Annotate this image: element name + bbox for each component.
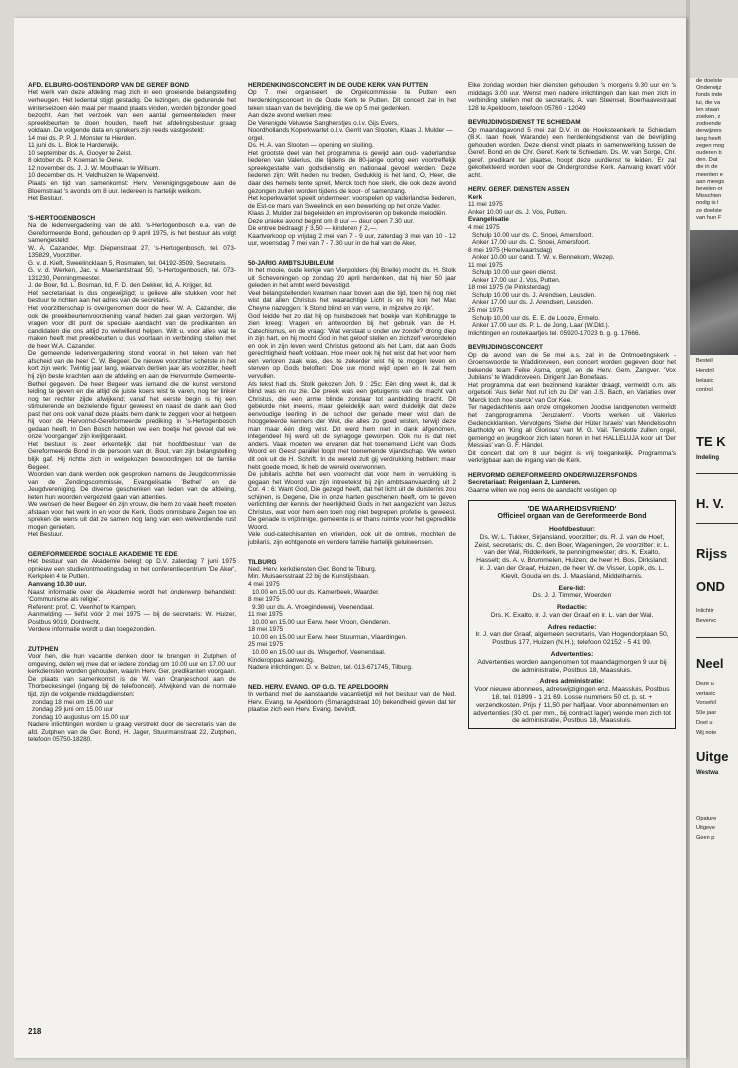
service-line: Ned. Herv. kerkdiensten Ger. Bond te Tilburg.	[248, 565, 377, 573]
body-text: De gemeende ledenvergadering stond vooral in het teken van het afscheid van de heer C. W. Begeer. De nieuwe voorzitter schetste in het kort zijn werk: Twintig jaar lang, waarvan dertien jaar als voorzitter, heeft hij zijn beste krachten aan de afdeling en aan de Hervormde Gemeente-Bethel gegeven. De heer Begeer was iemand die de kunst verstond leiding te geven en die altijd de juiste koers wist te varen, nog ter linker nog ter rechter zijde afwijkend; vanaf het eerste begin is hij een stimulerende en bezielende figuur geweest en naast de dank aan God past het ons ook vanaf deze plaats hem dank te zeggen voor al hetgeen hij voor de Hervormd-Gereformeerde prediking in 's-Hertogenbosch gedaan heeft. In Den Bosch hebben we een boetje het gevoel dat we onze 'voorganger' zijn kwijtgeraakt.	[28, 350, 236, 441]
next-page-line: zodoende	[696, 121, 721, 128]
service-line: Inlichtingen en routekaartjes tel. 05920-17023 b. g. g. 17666.	[468, 329, 641, 337]
body-text: God leidde het zo dat hij op huisbezoek het boekje van Kohlbrugge te zien kreeg: Vragen en antwoorden bij het gebruik van de H. Catechismus, en de vraag: 'Wat verstaat u onder uw zonde? drong diep in zijn hart, en hij mocht God in het geloof stellen en zichzelf veroordelen en ook in zijn leven werd Christus getoond als het Lam, dat aan Gods gerechtigheid heeft voldaan. Hoe meer ook hij het wist dat het voor hem een verloren zaak was, des te zekerder wist hij te mogen leven en sterven op Gods beloften: Doe uw mond wijd open en Ik zal hem vervullen.	[248, 312, 456, 380]
next-page-line: van hun F	[696, 214, 722, 221]
box-text: Advertenties worden aangenomen tot maandagmorgen 9 uur bij de administratie, Postbus 18, Maassluis.	[477, 658, 667, 674]
ad-heading: OND	[696, 579, 725, 595]
body-text: Referent: prof. C. Veenhof te Kampen.	[28, 603, 137, 611]
body-text: Op 7 mei organiseert de Orgelcommissie te Putten een herdenkingsconcert in de Oude Kerk te Putten. Dit concert zal in het teken staan van de bevrijding, die we op 5 mei gedenken.	[248, 89, 456, 112]
column-3	[468, 82, 676, 729]
ad-text: Westwa	[696, 769, 719, 776]
ad-text: Bevervc	[696, 618, 717, 625]
service-line: 10.00 en 15.00 uur Eerw. heer Stuurman, Vlaardingen.	[252, 633, 407, 641]
ad-heading: TE K	[696, 434, 726, 450]
ad-text: Opature	[696, 815, 717, 822]
box-text: Ds. W. L. Tukker, Sirjansland, voorzitter; ds. R. J. van de Hoef, Zeist, secretaris; ds. C. den Boer, Wageningen, 2e voorzitter; ir. L. van der Wal, Ridderkerk, te penningmeester; drs. K. Exalto, Hasselt; ds. A. v. Brummelen, Huizen; de heer H. Bos, Dirksland; ir. J. van der Graaf, Huizen, de heer W. de Visser, Lopik, ds. L. Kievit, Gouda en ds. J. Maasland, Middelharnis.	[474, 533, 670, 580]
section-heading: HERVORMD GEREFORMEERD ONDERWIJZERSFONDS	[468, 471, 638, 479]
section-schiedam	[468, 119, 676, 179]
page-number: 218	[28, 1027, 42, 1036]
body-text: We wensen de heer Begeer én zijn vrouw, die hem zo vaak heeft moeten afstaan voor het werk in en voor de Kerk, Gods onmisbare Zegen toe en spreken de wens uit dat ze samen nog lang van een welverdiende rust mogen genieten.	[28, 501, 236, 531]
section-apeldoorn	[248, 684, 456, 714]
ad-heading: Rijss	[696, 546, 728, 562]
photo-caption: control	[696, 387, 713, 394]
ad-text: Geen p	[696, 835, 715, 842]
participant-line: Ds. H. A. van Slooten — opening en sluiting.	[248, 142, 374, 150]
service-line: 9.30 uur ds. A. Vroegindeweij, Veenendaal.	[252, 603, 374, 611]
body-text: Kaartverkoop op vrijdag 2 mei van 7 - 9 uur, zaterdag 3 mei van 10 - 12 uur, woensdag 7 mei van 7 - 7.30 uur in de hal van de Aker.	[248, 232, 456, 248]
section-heading: TILBURG	[248, 558, 277, 566]
box-text: Ir. J. van der Graaf, algemeen secretaris, Van Hogendorplaan 50, Postbus 177, Huizen (N.H.), telefoon 02152 - 5 41 99.	[475, 631, 669, 647]
box-text: Ds. J. J. Timmer, Woerden	[532, 592, 612, 600]
participant-line: De Verenigde Veluwse Sangherstjes o.l.v. Gijs Evers,	[248, 119, 399, 127]
ad-text: Uitgeve	[696, 825, 715, 832]
section-heading: AFD. ELBURG-OOSTENDORP VAN DE GEREF BOND	[28, 82, 189, 89]
next-page-line: die in de	[696, 164, 718, 171]
body-text: Veel belangstellenden kwamen naar boven aan die tijd, toen hij nog niet wist dat allen Christus het waarachtige Licht is en hij kon het Mac Cheyne nazeggen: 'k Stond blind en van verre, in mijzelve zo rijk'.	[248, 289, 456, 313]
photo-caption: belasic	[696, 377, 714, 384]
date-line: 12 november ds. J. J. W. Mouthaan te Wilsum.	[28, 164, 161, 172]
divider	[696, 637, 738, 638]
body-text: Gaarne willen we nog eens de aandacht vestigen op	[468, 486, 617, 494]
signature: Het Bestuur.	[28, 195, 64, 203]
service-line: Nadere inlichtingen: D. v. Belzen, tel. 013-671745, Tilburg.	[248, 664, 413, 672]
ad-heading: Neel	[696, 655, 724, 671]
service-line: Anker 17.00 uur ds. C. Snoei, Amersfoort.	[472, 239, 591, 247]
newspaper-page	[14, 18, 686, 1058]
next-page-line: de doelste	[696, 78, 723, 84]
section-heading: BEVRIJDINGSCONCERT	[468, 344, 543, 352]
column-2	[248, 82, 456, 714]
member-line: G. v. d. Werken, Jac. v. Maerlantstraat 50, 's-Hertogenbosch, tel. 073-131230, Penningmeester.	[28, 267, 236, 282]
body-text: Het bestuur is zeer erkentelijk dat het hoofdbestuur van de Gereformeerde Bond in de persoon van dr. Bout, van zijn belangstelling blijk gaf. Hij richtte zich in welgekozen bewoordingen tot de familie Begeer.	[28, 440, 236, 471]
subheading: Kerk	[468, 193, 483, 201]
box-heading: Adres redactie:	[547, 623, 597, 631]
box-text: Voor nieuwe abonnees, adreswijzigingen enz. Maassluis, Postbus 18, tel. 01899 - 1 21 69. Losse nummers 50 ct. p. st. + verzendkosten. Prijs ƒ 11,50 per halfjaar. Voor abonnementen en advertenties (30 ct. per mm., bij contract lager) wende men zich tot de administratie, Postbus 18, Maassluis.	[473, 686, 671, 725]
body-text: Op maandagavond 5 mei zal D.V. in de Hoeksteenkerk te Schiedam (B.K. laan hoek Warande) een herdenkingsdienst van de bevrijding gehouden worden. Deze dienst vindt plaats in samenwerking tussen de Geref. Bond en de Chr. Geref. Kerk te Schiedam. Ds. W. van Sorge, Chr. geref. predikant ter plaatse, hoopt deze uurdienst te leiden. Er zal gekollekteerd worden voor de Ondergrondse Kerk. Aanvang kwart vóór acht.	[468, 126, 676, 179]
body-text: Als tekst had ds. Stolk gekozen Joh. 9 : 25c: Eén ding weet ik, dat ik blind was en nu zie. De preek was een getuigenis van de macht van Christus, die een arme blinde zondaar tot aanbidding bracht. Dit gebeurde niet ineens, maar geleidelijk aan werd duidelijk dat deze eenvoudige leerling in de school der genade meer wist dan de hooggeleerde kenners der Wet, die alles zo goed wisten, terwijl deze man maar één ding wist. Dit werd hem niet in dank afgenomen, integendeel hij werd uit de synagoge geworpen. Ook nu is dat niet anders. Vaak moeten we ervaren dat het toenemend Licht van Gods Woord en Geest parallel loopt met toenemende vijandschap. We weten dit ook uit de H. Schrift. In de wereld zult gij verdrukking hebben; maar hebt goede moed, Ik heb de wereld overwonnen.	[248, 380, 456, 471]
box-heading: Hoofdbestuur:	[548, 525, 596, 533]
box-heading: Redactie:	[556, 604, 588, 612]
box-heading: Advertenties:	[550, 651, 594, 659]
date-line: 10 september ds. A. Gooyer te Zeist.	[28, 149, 133, 157]
section-zutphen	[28, 646, 236, 744]
date-line: 11 juni ds. L. Blok te Harderwijk.	[28, 142, 119, 150]
date-line: 10 december ds. H. Veldhuizen te Wapenveld.	[28, 172, 160, 180]
masthead-subtitle: Officieel orgaan van de Gereformeerde Bond	[497, 513, 647, 521]
body-text: Na de ledenvergadering van de afd. 's-Hertogenbosch e.a. van de Gereformeerde Bond, gehouden op 9 april 1975, is het bestuur als volgt samengesteld:	[28, 222, 236, 245]
body-text: De jubilaris achtte het een voorrecht dat voor hem in verrukking is gegaan het Woord van zijn intreetekst bij zijn ambtsaanvaarding uit 2 Cor. 4 : 6: Want God, Die gezegd heeft, dat het licht uit de duisternis zou schijnen, is Degene, Die in onze harten geschenen heeft, om te geven verlichting der kennis der heerlijkheid Gods in het aangezicht van Jezus Christus, wat voor hem een toen nog niet begrepen profetie is geweest. De genade is vrijzinnige, gemeente is er thans ruimte voor het gepredikte Woord.	[248, 471, 456, 531]
body-text: Het werk van deze afdeling mag zich in een groeiende belangstelling verheugen. Het ledental stijgt gestadig. De lezingen, die gedurende het winterseizoen één maal per maand plaats vinden, worden bijzonder goed bezocht. Aan het verzoek van een aantal gemeenteleden meer spreekbeurten te doen houden, heeft het afdelingsbestuur graag voldaan. De volgende data en sprekers zijn reeds vastgesteld:	[28, 89, 236, 135]
service-line: 8 mei 1975 (Hemelvaartsdag)	[468, 246, 553, 254]
next-page-line: ouderen b	[696, 150, 722, 157]
divider	[696, 473, 738, 474]
signature: Het Bestuur.	[28, 531, 64, 539]
next-page-line: Onderwijz	[696, 85, 722, 92]
service-line: 11 mei 1975	[248, 611, 283, 619]
service-line: 25 mei 1975	[468, 307, 504, 315]
section-heading: GEREFORMEERDE SOCIALE AKADEMIE TE EDE	[28, 550, 178, 558]
body-text: Het secretariaat is dus ongewijzigd; u gelieve alle stukken voor het bestuur te richten aan het adres van de secretaris.	[28, 289, 236, 305]
service-line: 10.00 en 15.00 uur ds. Kamerbeek, Waarder.	[252, 588, 380, 596]
next-page-line: nodig is l	[696, 200, 719, 207]
box-heading: Adres administratie:	[539, 678, 605, 686]
next-page-line: den. Dat	[696, 157, 718, 164]
service-line: 11 mei 1975	[468, 201, 503, 209]
next-page-line: lui, die va	[696, 99, 721, 106]
ad-text: Wij note	[696, 729, 717, 736]
service-line: Anker 17.00 uur ds. P. L. de Jong, Laar (W.Dld.).	[472, 322, 610, 330]
service-line: 10.00 en 15.00 uur Eerw. heer Vroon, Genderen.	[252, 618, 391, 626]
divider	[696, 523, 738, 524]
ad-heading: Uitge	[696, 748, 729, 764]
member-line: J. de Boer, fid. L. Bosman, lid, F. D. den Dekker, lid, A. Krijger, lid.	[28, 282, 213, 290]
member-line: G. v. d. Kieft, Sweelincklaan 5, Rosmalen, tel. 04192-3509, Secretaris.	[28, 259, 227, 267]
service-line: Anker 10.00 uur ds. J. Vos, Putten.	[468, 208, 567, 216]
section-putten	[248, 82, 456, 248]
section-jubileum	[248, 260, 456, 547]
next-page-line: zoeken, z	[696, 114, 721, 121]
service-line: 11 mei 1975	[468, 261, 503, 269]
section-academie	[28, 551, 236, 634]
body-text: Het koperkwartet speelt ondermeer: voorspelen op vaderlandse liederen, de Est-ce mars van Sweelinck en een bewerking op het onze Vader.	[248, 195, 456, 210]
section-tilburg	[248, 559, 456, 672]
body-text: Plaats en tijd van samenkomst: Herv. Verenigingsgebouw aan de Bloemstraat 's avonds om 8 uur. Iedereen is hartelijk welkom.	[28, 179, 236, 195]
body-text: Woorden van dank werden ook gesproken namens de Jeugdcommissie van de Zendingscommissie, Evangelisatie 'Bethel' en de Jeugdvereniging. De diverse geschenken van leden van de afdeling, lieten hun woorden vergezeld gaan van attenties.	[28, 471, 236, 501]
section-heading: BEVRIJDINGSDIENST TE SCHIEDAM	[468, 119, 581, 127]
ad-text: Inlichtir	[696, 608, 714, 615]
masthead-title: 'DE WAARHEIDSVRIEND'	[527, 504, 617, 514]
section-fonds	[468, 472, 676, 495]
body-text: Het voorzitterschap is overgenomen door de heer W. A. Cazander, die ook de preekbeurtenvoorziening vanaf heden zal gaan verzorgen. Wij vragen voor dit punt de speciale aandacht van de predikanten en candidaten die ons altijd zo welwillend helpen. Wilt u, voor alles wat te maken heeft met preekbeurten u dus voortaan in verbinding stellen met de heer W.A. Cazander.	[28, 305, 236, 350]
body-text: Het grootste deel van het programma is gewijd aan oud- vaderlandse liederen van Valerius, die tijdens de 80-jarige oorlog een voortreffelijk spreekgestalte van godsdienstig en nationaal gevoel werden. Deze liederen zijn: Wilt heden nu treden, Gedukkig is het land, O, Heer, die daar des hemels tente spreit, Merck toch hoe sterk, die ook deze avond gezongen zullen worden tijdens de koor- of samenzang.	[248, 149, 456, 195]
date-line: 14 mei ds. P. P. J. Monster te Hierden.	[28, 134, 137, 142]
service-line: Anker 17.00 uur J. Vos, Putten.	[472, 276, 561, 284]
ad-text: Vorsehil	[696, 700, 716, 707]
subheading: Evangelisatie	[468, 216, 509, 224]
body-text: Elke zondag worden hier diensten gehouden 's morgens 9.30 uur en 's middags 3.00 uur. Wenst men nadere inlichtingen dan kan men zich in verbinding stellen met de secretaris, A. van Steensel, Boerhaavestraat 128 te Apeldoorn, telefoon 05760 - 12049	[468, 82, 676, 112]
service-line: Schulp 10.00 uur ds. E. E. de Looze, Ermelo.	[472, 314, 600, 322]
body-text: Verdere informatie wordt u dan toegezonden.	[28, 626, 156, 634]
next-page-line: fonds inde	[696, 92, 723, 99]
service-line: Kinderoppas aanwezig.	[248, 656, 315, 664]
section-heading: NED. HERV. EVANG. OP G.G. TE APELDOORN	[248, 683, 389, 691]
body-text: Dit concert dat om 8 uur begint is vrij toegankelijk. Programma's verkrijgbaar aan de ingang van de Kerk.	[468, 449, 676, 465]
service-line: Schulp 10.00 uur ds. J. Arendsen, Leusden.	[472, 291, 596, 299]
next-page-line: aan meegs	[696, 178, 725, 185]
section-concert	[468, 344, 676, 465]
box-heading: Eere-lid:	[558, 584, 586, 592]
body-text: Aan deze avond werken mee:	[248, 112, 333, 120]
next-page-line: bevelen or	[696, 186, 723, 193]
service-line: Schulp 10.00 uur ds. C. Snoei, Amersfoort.	[472, 231, 594, 239]
date-line: zondag 18 mei om 16.00 uur	[32, 698, 114, 706]
body-text: In het mooie, oude kerkje van Vierpolders (bij Brielle) mocht ds. H. Stolk uit Scheveningen op zondag 20 april herdenken, dat hij hier 50 jaar geleden in het ambt werd bevestigd.	[248, 267, 456, 290]
next-page-strip	[690, 78, 738, 1068]
date-line: zondag 10 augustus om 15.00 uur	[32, 713, 129, 721]
column-1	[28, 82, 236, 744]
service-line: 25 mei 1975	[248, 641, 284, 649]
body-text: Ter nagedachtenis aan onze omgekomen Joodse landgenoten vermeldt het zangprogramma 'Jeruzalem'. Voorts werken uit Valerius Gedenckklanken. Vervolgens 'Siehe der Hüter Israels' van Mendelssohn Bartholdy en 'King all Glorious' van M. G. Vail. Tenslotte zullen orgel, gemengd en jeugdkoor zich laten horen in het HALLELUJA koor uit 'Der Messias' van G. F. Händel.	[468, 404, 676, 450]
photo-caption: Bestell	[696, 358, 713, 365]
ad-text: Deze u	[696, 680, 714, 687]
body-text: Het bestuur van de Akademie belegt op D.V. zaterdag 7 juni 1975 opnieuw een studie/ontmoetingsdag in het conferentiecentrum 'De Aker', Kerkplein 4 te Putten.	[28, 558, 236, 581]
section-heading: 50-JARIG AMBTSJUBILEUM	[248, 259, 334, 267]
next-page-line: derwijzers	[696, 128, 722, 135]
photo-caption: Hendril	[696, 367, 714, 374]
section-heading: ZUTPHEN	[28, 645, 59, 653]
next-page-line: zegen mog	[696, 142, 725, 149]
body-text: Aanmelding — liefst vóór 2 mei 1975 — bij de secretaris: W. Huizer, Postbus 9019, Dordrecht.	[28, 611, 236, 626]
section-elburg	[28, 82, 236, 203]
next-page-line: len staan	[696, 106, 720, 113]
service-line: Anker 10.00 uur cand. T. W. v. Bennekom, Wezep.	[472, 254, 615, 262]
time-line: Aanvang 10.30 uur.	[28, 581, 87, 589]
next-page-line: meenten e	[696, 171, 723, 178]
service-line: Anker 17.00 uur ds. J. Arendsen, Leusden.	[472, 299, 594, 307]
section-heading: HERV. GEREF. DIENSTEN ASSEN	[468, 186, 570, 194]
body-text: Vele oud-catechisanten en vrienden, ook uit de omtrek, mochten de jubilaris, zijn echtgenote en verdere familie hartelijk gelukwensen.	[248, 531, 456, 546]
body-text: Op de avond van de 5e mei a.s. zal in de Ontmoetingskerk - Groenswoorde te Waddinxveen, een concert worden gegeven door het bekende team Feike Asma, orgel, en de Herv. Gem. Zangver. 'Vox Jubilans' te Waddinxveen. Dirigent Jan Bonefaas.	[468, 351, 676, 382]
service-line: 4 mei 1975	[468, 224, 500, 232]
service-line: Schulp 10.00 uur geen dienst.	[472, 269, 557, 277]
service-line: 18 mei 1975	[248, 626, 284, 634]
body-text: Deze unieke avond begint om 8 uur — deur open 7.30 uur.	[248, 217, 415, 225]
next-page-line: lang heeft	[696, 135, 721, 142]
masthead-box	[468, 500, 676, 729]
service-line: 4 mei 1975	[248, 581, 280, 589]
section-hertogenbosch	[28, 215, 236, 539]
section-heading: 'S-HERTOGENBOSCH	[28, 214, 96, 222]
ad-text: 50e jaar	[696, 710, 717, 717]
member-line: W. A. Cazander, Mgr. Diepenstraat 27, 's-Hertogenbosch, tel. 073-135829, Voorzitter.	[28, 244, 236, 260]
ad-text: Indeling	[696, 455, 719, 462]
service-line: 18 mei 1975 (Ie Pinksterdag)	[468, 284, 551, 292]
ad-text: vertasic	[696, 690, 716, 697]
participant-line: Noordhollands Koperkwartet o.l.v. Gerrit van Slooten, Klaas J. Mulder — orgel.	[248, 127, 453, 142]
ad-heading: H. V.	[696, 496, 724, 512]
body-text: Nadere inlichtingen worden u graag verstrekt door de secretaris van de afd. Zutphen van de Ger. Bond, H. Jager, Stuurmanstraat 22, Zutphen, telefoon 05750-18280.	[28, 721, 236, 744]
date-line: zondag 29 juni om 15.00 uur	[32, 706, 114, 714]
subheading: Secretariaat: Reigenlaan 2, Lunteren.	[468, 479, 581, 487]
ad-text: Doet u	[696, 720, 713, 727]
body-text: Het programma dat een bezinnend karakter draagt, vermeldt o.m. als orgelsoli 'Aus tiefer Not ruf ich zu Dir' van J.S. Bach, en Variaties over 'Merck toch hoe sterck' van Cor Kee.	[468, 381, 676, 404]
box-text: Drs. K. Exalto, ir. J. van der Graaf en ir. L. van der Wal.	[490, 611, 654, 619]
next-page-line: ze doelste	[696, 207, 722, 214]
body-text: De entree bedraagt ƒ 3,50 — kinderen ƒ 2,—.	[248, 225, 378, 233]
body-text: Voor hen, die hun vacantie denken door te brengen in Zutphen of omgeving, delen wij mee dat er iedere zondag om 10.00 uur en 17.00 uur kerkdiensten worden gehouden, waarin Herv. Ger. predikanten voorgaan. De plaats van samenkomst is de W. van Oranjeschool aan de Thorbeckesingel (ingang bij de telefooncel). Afwijkend van de normale tijd, zijn de volgende middagdiensten:	[28, 653, 236, 698]
section-assen	[468, 186, 676, 337]
next-page-line: Misschien	[696, 193, 722, 200]
service-line: 10.00 en 15.00 uur ds. Wisgerhof, Veenendaal.	[252, 648, 386, 656]
body-text: In verband met de aanstaande vacantietijd wil het bestuur van de Ned. Herv. Evang. te Apeldoorn (Smaragdstraat 10) bekendheid geven dat ter plaatse zich een Herv. Evang. bevindt.	[248, 691, 456, 714]
next-page-photo	[690, 230, 738, 355]
body-text: Naast informatie over de Akademie wordt het onderwerp behandeld: 'Communisme als religie'.	[28, 588, 236, 604]
body-text: Klaas J. Mulder zal begeleiden en improviseren op bekende melodiën.	[248, 210, 447, 218]
date-line: 8 oktober ds. P. Koeman te Oene.	[28, 157, 124, 165]
service-line: Min. Muisaersstraat 22 bij de Kunstijsbaan.	[248, 573, 370, 581]
service-line: 8 mei 1975	[248, 596, 280, 604]
section-heading: HERDENKINGSCONCERT IN DE OUDE KERK VAN PUTTEN	[248, 82, 428, 89]
